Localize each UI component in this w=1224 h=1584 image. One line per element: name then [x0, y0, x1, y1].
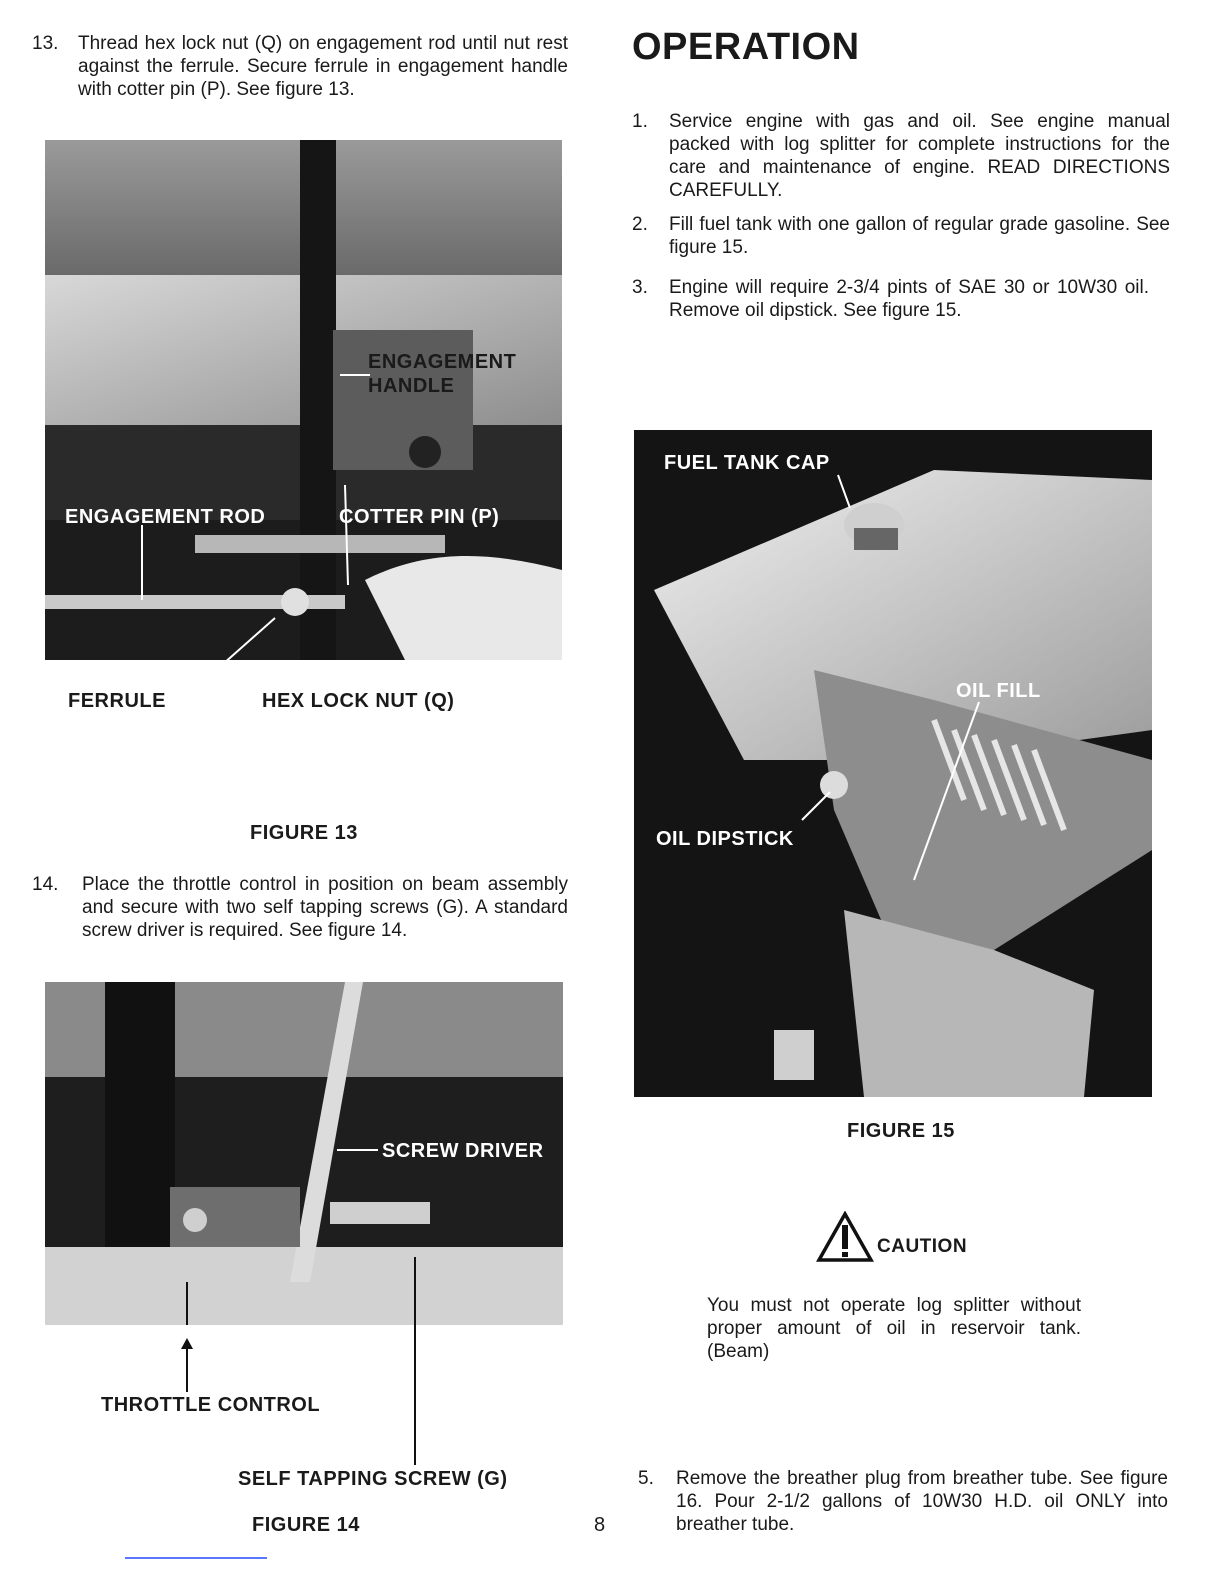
- figure-15-caption: FIGURE 15: [847, 1120, 955, 1142]
- warning-triangle-icon: [816, 1211, 874, 1263]
- label-oil-fill: OIL FILL: [956, 680, 1041, 702]
- label-self-tapping-screw: SELF TAPPING SCREW (G): [238, 1468, 508, 1490]
- step-text: Thread hex lock nut (Q) on engagement rod until nut rest against the ferrule. Secure ferrule in engagement handle with cotter pin (P). See figure 13.: [78, 33, 568, 100]
- step-number: 5.: [638, 1468, 654, 1489]
- figure-15-photo: [634, 430, 1152, 1097]
- step-number: 13.: [32, 33, 59, 54]
- operation-step-3: [632, 276, 1170, 322]
- step-text: Engine will require 2-3/4 pints of SAE 30 or 10W30 oil. Remove oil dipstick. See figure 15.: [669, 277, 1149, 321]
- step-14: [32, 873, 568, 965]
- step-text: Fill fuel tank with one gallon of regular grade gasoline. See figure 15.: [669, 214, 1170, 258]
- caution-title: CAUTION: [877, 1236, 968, 1257]
- label-cotter-pin: COTTER PIN (P): [339, 506, 500, 528]
- page-number: 8: [594, 1514, 606, 1536]
- step-number: 3.: [632, 277, 648, 298]
- underline-mark: [125, 1557, 267, 1559]
- operation-step-2: [632, 213, 1170, 259]
- label-ferrule: FERRULE: [68, 690, 166, 712]
- figure-14-photo: [45, 982, 563, 1325]
- caution-text: You must not operate log splitter without proper amount of oil in reservoir tank. (Beam): [707, 1295, 1081, 1362]
- operation-step-5: [638, 1467, 1168, 1537]
- label-throttle-control: THROTTLE CONTROL: [101, 1394, 321, 1416]
- label-engagement-rod: ENGAGEMENT ROD: [65, 506, 266, 528]
- figure-14-caption: FIGURE 14: [252, 1514, 360, 1536]
- label-line-1: ENGAGEMENT: [368, 351, 517, 373]
- label-screw-driver: SCREW DRIVER: [382, 1140, 544, 1162]
- label-line-2: HANDLE: [368, 375, 455, 397]
- figure-15-illustration: [634, 430, 1152, 1097]
- figure-13-photo: [45, 140, 562, 660]
- step-number: 1.: [632, 111, 648, 132]
- label-fuel-tank-cap: FUEL TANK CAP: [664, 452, 830, 474]
- step-13: [32, 32, 568, 124]
- step-text: Place the throttle control in position on beam assembly and secure with two self tapping screws (G). A standard screw driver is required. See figure 14.: [82, 874, 568, 941]
- step-number: 2.: [632, 214, 648, 235]
- label-oil-dipstick: OIL DIPSTICK: [656, 828, 794, 850]
- operation-step-1: [632, 110, 1170, 202]
- step-number: 14.: [32, 874, 59, 895]
- figure-13-caption: FIGURE 13: [250, 822, 358, 844]
- label-engagement-handle: [368, 350, 516, 398]
- operation-heading: OPERATION: [632, 26, 860, 68]
- label-hex-lock-nut: HEX LOCK NUT (Q): [262, 690, 455, 712]
- figure-13-illustration: [45, 140, 562, 660]
- step-text: Service engine with gas and oil. See engine manual packed with log splitter for complete instructions for the care and maintenance of engine. READ DIRECTIONS CAREFULLY.: [669, 111, 1170, 201]
- step-text: Remove the breather plug from breather tube. See figure 16. Pour 2-1/2 gallons of 10W30 H.D. oil ONLY into breather tube.: [676, 1468, 1168, 1535]
